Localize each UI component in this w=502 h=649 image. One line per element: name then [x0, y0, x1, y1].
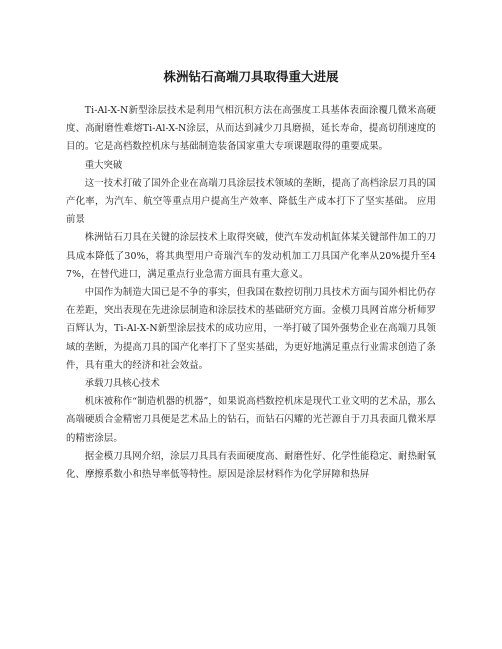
paragraph-coating-properties: 据金模刀具网介绍，涂层刀具具有表面硬度高、耐磨性好、化学性能稳定、耐热耐氧化、摩擦系数小和热导率低等特性。原因是涂层材料作为化学屏障和热屏 — [66, 450, 436, 481]
paragraph-application: 株洲钻石刀具在关键的涂层技术上取得突破，使汽车发动机缸体某关键部件加工的刀具成本降低了30%，将其典型用户奇瑞汽车的发动机加工刀具国产化率从20%提升至47%，在替代进口，满足重点行业急需方面具有重大意义。 — [66, 232, 436, 280]
document-title: 株洲钻石高端刀具取得重大进展 — [163, 69, 339, 84]
paragraph-machine-tools: 机床被称作“制造机器的机器”，如果说高档数控机床是现代工业文明的艺术品，那么高端硬质合金精密刀具便是艺术品上的钻石，而钻石闪耀的光芒源自于刀具表面几微米厚的精密涂层。 — [66, 396, 436, 444]
section-heading-breakthrough: 重大突破 — [84, 159, 123, 171]
section-heading-core-tech: 承载刀具核心技术 — [84, 378, 160, 390]
paragraph-manufacturing: 中国作为制造大国已是不争的事实，但我国在数控切削刀具技术方面与国外相比仍存在差距，突出表现在先进涂层制造和涂层技术的基础研究方面。金模刀具网首席分析师罗百辉认为，Ti-Al-X-N新型涂层技术的成功应用，一举打破了国外强势企业在高端刀具领域的垄断，为提高刀具的国产化率打下了坚实基础，为更好地满足重点行业需求创造了条件，具有重大的经济和社会效益。 — [66, 287, 436, 371]
paragraph-intro: Ti-Al-X-N新型涂层技术是利用气相沉积方法在高强度工具基体表面涂覆几微米高硬度、高耐磨性难熔Ti-Al-X-N涂层，从而达到减少刀具磨损，延长寿命，提高切削速度的目的。它是高档数控机床与基础制造装备国家重大专项课题取得的重要成果。 — [66, 105, 436, 153]
paragraph-breakthrough: 这一技术打破了国外企业在高端刀具涂层技术领域的垄断，提高了高档涂层刀具的国产化率，为汽车、航空等重点用户提高生产效率、降低生产成本打下了坚实基础。 应用前景 — [66, 177, 436, 226]
